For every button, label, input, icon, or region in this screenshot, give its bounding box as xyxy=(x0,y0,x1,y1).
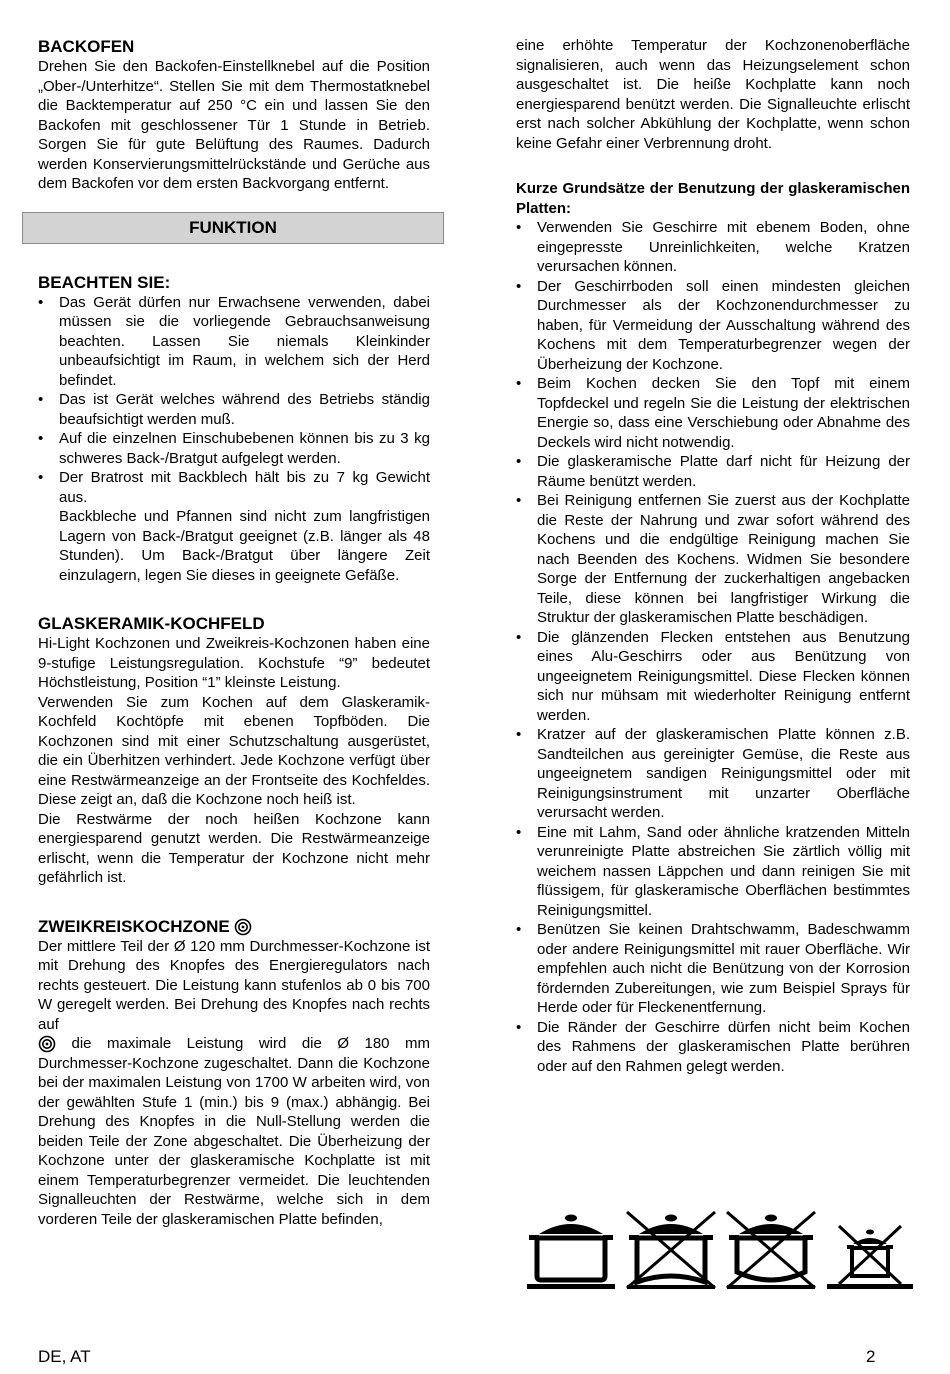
list-item: • Verwenden Sie Geschirre mit ebenem Boden, ohne eingepresste Unreinlichkeiten, welche Kratzen verursachen können. xyxy=(516,219,910,275)
glaskeramik-p3: Die Restwärme der noch heißen Kochzone kann energiesparend genutzt werden. Die Restwärmeanzeige erlischt, wenn die Temperatur der Kochzone nicht mehr gefährlich ist. xyxy=(38,810,430,886)
list-item: • Der Geschirrboden soll einen mindesten gleichen Durchmesser als der Kochzonendurchmesser zu haben, für Vermeidung der Ausschaltung während des Kochens mit dem Temperaturbegrenzer wegen der Überheizung der Kochzone. xyxy=(516,277,910,373)
list-item: • Das Gerät dürfen nur Erwachsene verwenden, dabei müssen sie die vorliegende Gebrauchsanweisung beachten. Lassen Sie niemals Kleinkinder unbeaufsichtigt im Raum, in welchem sich der Herd befindet. xyxy=(38,293,430,389)
dual-circuit-zone-icon xyxy=(234,918,252,936)
right-column xyxy=(516,36,910,1076)
beachten-list xyxy=(38,293,430,586)
footer-country-codes: DE, AT xyxy=(38,1347,91,1366)
dual-circuit-zone-icon xyxy=(38,1035,56,1053)
backofen-heading: BACKOFEN xyxy=(38,37,135,56)
list-item: • Auf die einzelnen Einschubebenen können bis zu 3 kg schweres Back-/Bratgut aufgelegt werden. xyxy=(38,430,430,467)
list-item: • Kratzer auf der glaskeramischen Platte können z.B. Sandteilchen aus gereinigter Gemüse, die Reste aus ungeeignetem sandigen Reinigungsmittel oder mit Reinigungsinstrument mit unzarter Oberfläche verursacht werden. xyxy=(516,726,910,821)
pot-concave-crossed-icon xyxy=(625,1210,717,1290)
page-number: 2 xyxy=(866,1347,876,1366)
list-item: • Der Bratrost mit Backblech hält bis zu 7 kg Gewicht aus. Backbleche und Pfannen sind nicht zum langfristigen Lagern von Back-/Bratgut geeignet (z.B. länger als 48 Stunden). Um Back-/Bratgut über längere Zeit einzulagern, legen Sie dieses in geeignete Gefäße. xyxy=(38,469,430,584)
list-item: • Bei Reinigung entfernen Sie zuerst aus der Kochplatte die Reste der Nahrung und zwar sofort während des Kochens und die endgültige Reinigung machen Sie nach Beenden des Kochens. Widmen Sie besondere Sorge der Entfernung der zuckerhaltigen angebacken Teile, diese können bei langfristiger Wirkung die Struktur der glaskeramischen Platte beschädigen. xyxy=(516,492,910,626)
glaskeramik-p1: Hi-Light Kochzonen und Zweikreis-Kochzonen haben eine 9-stufige Leistungsregulation. Kochstufe “9” bedeutet Höchstleistung, Position “1” kleinste Leistung. xyxy=(38,635,430,691)
beachten-heading: BEACHTEN SIE: xyxy=(38,272,171,292)
list-item: • Die Ränder der Geschirre dürfen nicht beim Kochen des Rahmens der glaskeramischen Platte berühren oder auf den Rahmen gelegt werden. xyxy=(516,1018,910,1075)
section-banner-funktion: FUNKTION xyxy=(22,212,444,244)
list-item: • Beim Kochen decken Sie den Topf mit einem Topfdeckel und regeln Sie die Leistung der elektrischen Energie so, dass eine Verschiebung oder Abnahme des Deckels wird nicht notwendig. xyxy=(516,375,910,451)
list-item: • Eine mit Lahm, Sand oder ähnliche kratzenden Mitteln verunreinigte Platte abstreichen Sie zärtlich völlig mit weichem nassen Läppchen und dann reinigen Sie mit flüssigem, für glaskeramische Oberflächen bestimmtes Reinigungsmittel. xyxy=(516,823,910,919)
list-item: • Benützen Sie keinen Drahtschwamm, Badeschwamm oder andere Reinigungsmittel mit rauer Oberfläche. Wir empfehlen auch nicht die Benützung von der Korrosion fördernden Zubereitungen, wie zum Beispiel Sprays für Herde oder für Fleckenentfernung. xyxy=(516,921,910,1016)
glaskeramik-heading: GLASKERAMIK-KOCHFELD xyxy=(38,614,265,633)
zweikreis-text: Der mittlere Teil der Ø 120 mm Durchmesser-Kochzone ist mit Drehung des Knopfes des Energieregulators nach rechts gesteuert. Die Leistung kann stufenlos ab 0 bis 700 W geregelt werden. Bei Drehung des Knopfes nach rechts auf die maximale Leistung wird die Ø 180 mm Durchmesser-Kochzone zugeschaltet. Dann die Kochzone bei der maximalen Leistung von 1700 W arbeiten wird, von der gewählten Stufe 1 (min.) bis 9 (max.) abhängig. Bei Drehung des Knopfes in die Null-Stellung werden die beiden Teile der Zone abgeschaltet. Die Überheizung der Kochzone unter der glaskeramische Kochplatte ist mit einem Temperaturbegrenzer vermeidet. Die leuchtenden Signalleuchten der Restwärme, welche sich in dem vorderen Teile der glaskeramischen Platte befinden, xyxy=(38,937,430,1228)
list-item: • Die glaskeramische Platte darf nicht für Heizung der Räume benützt werden. xyxy=(516,453,910,490)
glaskeramik-p2: Verwenden Sie zum Kochen auf dem Glaskeramik-Kochfeld Kochtöpfe mit ebenen Topfböden. Die Kochzonen sind mit einer Schutzschaltung ausgerüstet, die ein Überhitzen verhindert. Jede Kochzone verfügt über eine Restwärmeanzeige an der Frontseite des Kochfeldes. Diese zeigt an, daß die Kochzone noch heiß ist. xyxy=(38,693,430,808)
list-item: • Die glänzenden Flecken entstehen aus Benutzung eines Alu-Geschirrs oder aus Benützung von ungeeignetem Reinigungsmittel. Diese Flecken können sich nur mühsam mit wiederholter Reinigung entfernt werden. xyxy=(516,628,910,724)
continued-text: eine erhöhte Temperatur der Kochzonenoberfläche signalisieren, auch wenn das Heizungselement schon ausgeschaltet ist. Die heiße Kochplatte kann noch energiesparend benützt werden. Die Signalleuchte erlischt erst nach solcher Abkühlung der Kochplatte, wenn schon keine Gefahr einer Verbrennung droht. xyxy=(516,37,910,152)
grundsaetze-subheading: Kurze Grundsätze der Benutzung der glaskeramischen Platten: xyxy=(516,180,910,217)
pot-illustrations xyxy=(525,1210,915,1290)
pot-convex-crossed-icon xyxy=(725,1210,817,1290)
grundsaetze-list xyxy=(516,218,910,1076)
pot-correct-icon xyxy=(525,1210,617,1290)
zweikreis-heading: ZWEIKREISKOCHZONE xyxy=(38,916,430,937)
backofen-text: Drehen Sie den Backofen-Einstellknebel auf die Position „Ober-/Unterhitze“. Stellen Sie mit dem Thermostatknebel die Backtemperatur auf 250 °C ein und lassen Sie den Backofen mit geschlossener Tür 1 Stunde in Betrieb. Sorgen Sie für gute Belüftung des Raumes. Dadurch werden Konservierungsmittelrückstände und Gerüche aus dem Backofen vor dem ersten Backvorgang entfernt. xyxy=(38,58,430,192)
pot-small-crossed-icon xyxy=(825,1210,915,1290)
list-item: • Das ist Gerät welches während des Betriebs ständig beaufsichtigt werden muß. xyxy=(38,391,430,428)
left-column xyxy=(38,36,430,1229)
